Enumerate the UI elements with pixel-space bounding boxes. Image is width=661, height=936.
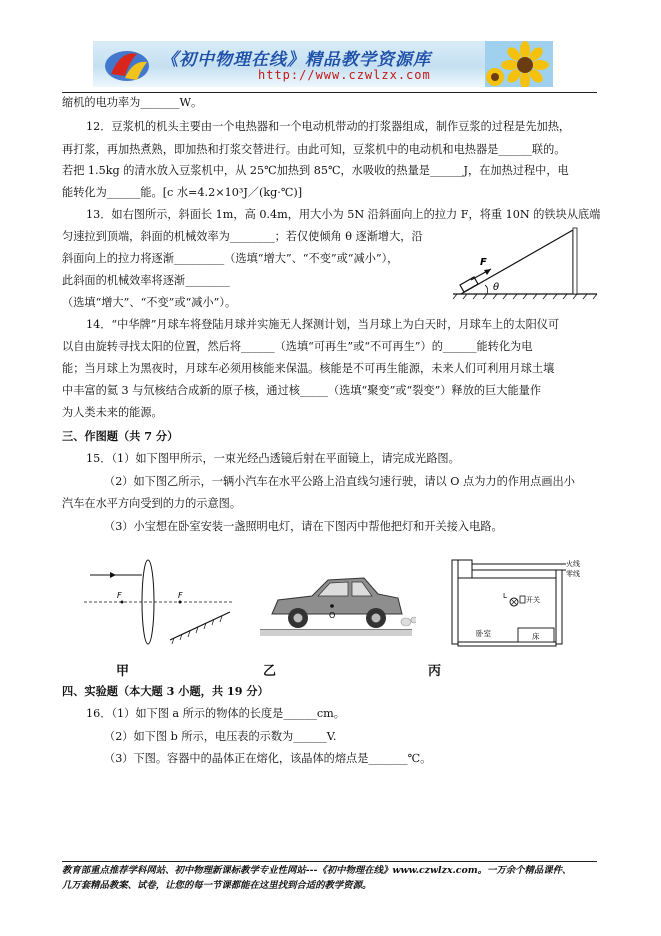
focus-right-label: F bbox=[178, 591, 183, 600]
q14-line2: 以自由旋转寻找太阳的位置，然后将______（选填“可再生”或“不可再生”）的______能转化为电 bbox=[62, 340, 533, 353]
footer-line-2: 几万套精品教案、试卷，让您的每一节课都能在这里找到合适的教学资源。 bbox=[62, 880, 372, 891]
header-rule bbox=[62, 92, 597, 93]
q15-part1: 15．（1）如下图甲所示，一束光经凸透镜后射在平面镜上，请完成光路图。 bbox=[86, 452, 460, 465]
section-3-heading: 三、作图题（共 7 分） bbox=[62, 429, 179, 443]
force-label: F bbox=[480, 257, 487, 268]
wire-label-live: 火线 bbox=[566, 560, 580, 568]
figure-label-bing: 丙 bbox=[428, 664, 442, 679]
bed-label: 床 bbox=[532, 632, 540, 641]
q14-line4: 中丰富的氦 3 与氘核结合成新的原子核，通过核_____（选填“聚变”或“裂变”）释放的巨大能量作 bbox=[62, 384, 542, 397]
q11-tail: 缩机的电功率为_______W。 bbox=[62, 96, 203, 109]
incline-figure bbox=[447, 222, 602, 302]
lens-figure bbox=[80, 556, 240, 648]
q16-part3: （3）下图。容器中的晶体正在熔化，该晶体的熔点是_______℃。 bbox=[104, 752, 432, 765]
circuit-figure bbox=[448, 556, 588, 648]
header-banner bbox=[93, 41, 553, 87]
q15-part3: （3）小宝想在卧室安装一盏照明电灯，请在下图丙中帮他把灯和开关接入电路。 bbox=[104, 520, 503, 533]
q15-part2-line1: （2）如下图乙所示，一辆小汽车在水平公路上沿直线匀速行驶，请以 O 点为力的作用点画出小 bbox=[104, 475, 575, 488]
sunflower-image bbox=[485, 41, 553, 87]
footer-rule bbox=[62, 861, 597, 862]
section-4-heading: 四、实验题（本大题 3 小题，共 19 分） bbox=[62, 684, 269, 698]
q14-line5: 为人类未来的能源。 bbox=[62, 406, 163, 419]
q13-line2: 匀速拉到顶端，斜面的机械效率为________；若仅使倾角 θ 逐渐增大，沿 bbox=[62, 230, 423, 243]
q13-line1: 13．如右图所示，斜面长 1m，高 0.4m，用大小为 5N 沿斜面向上的拉力 F，将重 10N 的铁块从底端 bbox=[86, 208, 601, 221]
room-label: 卧室 bbox=[476, 629, 491, 638]
q15-part2-line2: 汽车在水平方向受到的力的示意图。 bbox=[62, 497, 242, 510]
q13-line4: 此斜面的机械效率将逐渐________ bbox=[62, 274, 230, 287]
q16-part2: （2）如下图 b 所示，电压表的示数为______V. bbox=[104, 730, 337, 743]
figure-label-jia: 甲 bbox=[116, 664, 130, 679]
switch-label: 开关 bbox=[526, 596, 540, 604]
bulb-label: L bbox=[503, 592, 507, 600]
q13-line5: （选填“增大”、“不变”或“减小”）。 bbox=[62, 296, 237, 309]
q13-line3: 斜面向上的拉力将逐渐_________（选填“增大”、“不变”或“减小”）， bbox=[62, 252, 399, 265]
footer-line-1: 教育部重点推荐学科网站、初中物理新课标教学专业性网站---《初中物理在线》www.czwlzx.com。一万余个精品课件、 bbox=[62, 865, 572, 876]
q12-line2: 再打浆，再加热煮熟，即加热和打浆交替进行。由此可知，豆浆机中的电动机和电热器是______联的。 bbox=[62, 143, 566, 156]
q16-part1: 16．（1）如下图 a 所示的物体的长度是______cm。 bbox=[86, 707, 345, 720]
focus-left-label: F bbox=[117, 591, 122, 600]
figure-label-yi: 乙 bbox=[263, 664, 277, 679]
q14-line3: 能；当月球上为黑夜时，月球车必须用核能来保温。核能是不可再生能源，未来人们可利用月球土壤 bbox=[62, 362, 555, 375]
banner-url: http://www.czwlzx.com bbox=[258, 68, 431, 82]
banner-title: 《初中物理在线》精品教学资源库 bbox=[161, 50, 431, 70]
car-figure bbox=[256, 562, 416, 638]
angle-label: θ bbox=[493, 282, 500, 293]
car-point-label: O bbox=[329, 611, 336, 620]
q14-line1: 14．“中华牌”月球车将登陆月球并实施无人探测计划，当月球上为白天时，月球车上的太阳仪可 bbox=[86, 318, 560, 331]
q12-line4: 能转化为______能。[c 水=4.2×10³J／(kg·℃)] bbox=[62, 186, 303, 199]
wire-label-neutral: 零线 bbox=[566, 570, 580, 578]
q12-line3: 若把 1.5kg 的清水放入豆浆机中，从 25℃加热到 85℃，水吸收的热量是______J，在加热过程中，电 bbox=[62, 164, 569, 177]
q12-line1: 12．豆浆机的机头主要由一个电热器和一个电动机带动的打浆器组成，制作豆浆的过程是先加热， bbox=[86, 120, 571, 133]
site-logo bbox=[101, 44, 155, 84]
